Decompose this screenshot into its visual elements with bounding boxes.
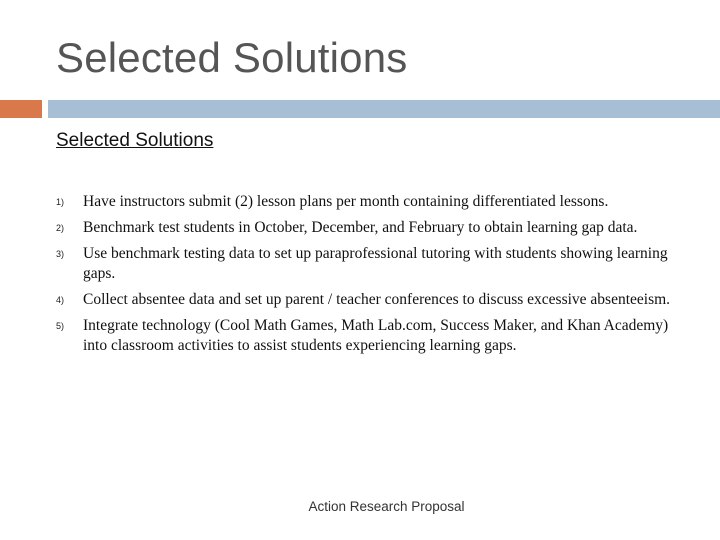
accent-bar-orange — [0, 100, 42, 118]
list-item-number: 5) — [56, 321, 65, 331]
list-item — [56, 290, 696, 310]
list-item — [56, 244, 696, 284]
list-item-text: Integrate technology (Cool Math Games, Math Lab.com, Success Maker, and Khan Academy) into classroom activities to assist students experiencing learning gaps. — [83, 317, 669, 354]
list-item-number: 3) — [56, 249, 65, 259]
list-item-text: Benchmark test students in October, December, and February to obtain learning gap data. — [83, 219, 638, 236]
list-item — [56, 192, 696, 212]
footer-text: Action Research Proposal — [308, 499, 465, 514]
solutions-list — [56, 192, 696, 362]
list-item — [56, 316, 696, 356]
list-item-number: 2) — [56, 223, 65, 233]
section-subtitle: Selected Solutions — [56, 130, 214, 151]
list-item-text: Collect absentee data and set up parent / teacher conferences to discuss excessive absenteeism. — [83, 291, 671, 308]
list-item-text: Use benchmark testing data to set up paraprofessional tutoring with students showing learning gaps. — [83, 245, 668, 282]
list-item-text: Have instructors submit (2) lesson plans per month containing differentiated lessons. — [83, 193, 609, 210]
list-item — [56, 218, 696, 238]
list-item-number: 4) — [56, 295, 65, 305]
slide-title: Selected Solutions — [56, 34, 408, 81]
list-item-number: 1) — [56, 197, 65, 207]
accent-bar-blue — [48, 100, 720, 118]
